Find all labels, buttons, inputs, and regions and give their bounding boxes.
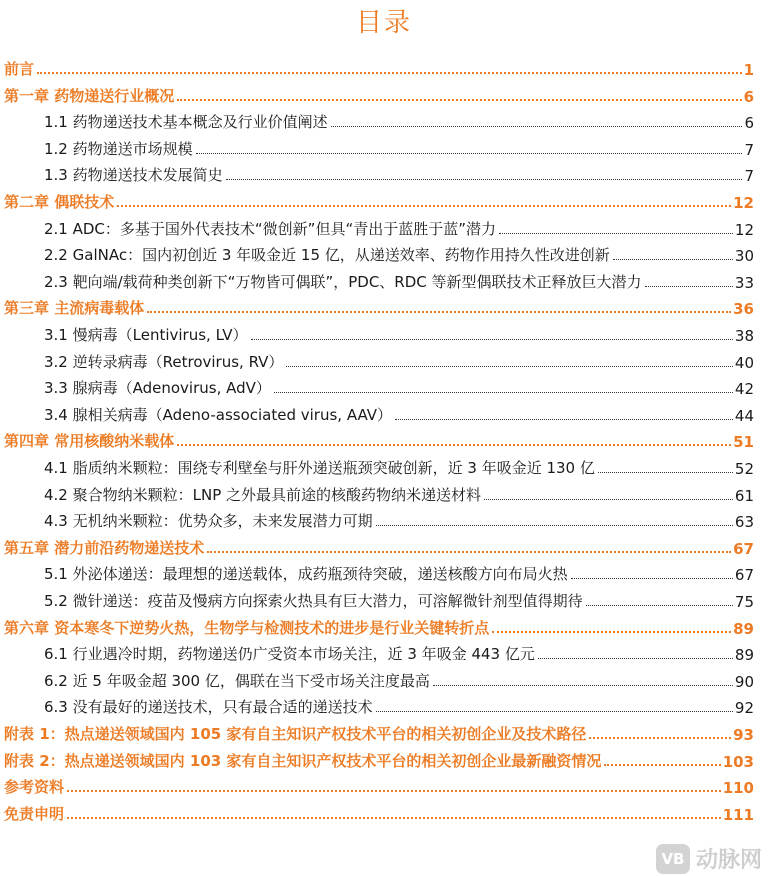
toc-entry-label: 前言 bbox=[4, 60, 35, 78]
toc-section-entry[interactable] bbox=[44, 158, 754, 185]
watermark bbox=[656, 843, 762, 874]
toc-entry-page: 12 bbox=[734, 220, 754, 239]
dot-leader bbox=[484, 499, 733, 500]
dot-leader bbox=[613, 259, 733, 260]
toc-entry-label: 第六章 资本寒冬下逆势火热，生物学与检测技术的进步是行业关键转折点 bbox=[4, 618, 490, 637]
dot-leader bbox=[604, 764, 720, 766]
toc-entry-label: 附表 2：热点递送领域国内 103 家有自主知识产权技术平台的相关初创企业最新融资情况 bbox=[4, 751, 602, 770]
dot-leader bbox=[571, 578, 733, 579]
toc-entry-label: 5.1 外泌体递送：最理想的递送载体，成药瓶颈待突破，递送核酸方向布局火热 bbox=[44, 565, 568, 584]
toc-entry-label: 1.3 药物递送技术发展简史 bbox=[44, 166, 223, 185]
dot-leader bbox=[67, 790, 721, 792]
toc-entry-label: 免责申明 bbox=[4, 804, 65, 823]
toc-entry-page: 93 bbox=[733, 726, 754, 744]
toc-section-entry[interactable] bbox=[44, 371, 754, 398]
toc-entry-page: 52 bbox=[734, 460, 754, 478]
toc-section-entry[interactable] bbox=[44, 690, 754, 717]
toc-entry-label: 3.4 腺相关病毒（Adeno-associated virus, AAV） bbox=[44, 405, 393, 424]
toc-chapter-entry[interactable] bbox=[4, 531, 754, 558]
toc-chapter-entry[interactable] bbox=[4, 424, 754, 451]
dot-leader bbox=[251, 339, 733, 340]
toc-entry-page: 7 bbox=[744, 167, 754, 186]
dot-leader bbox=[586, 605, 733, 606]
toc-entry-page: 40 bbox=[734, 353, 754, 372]
toc-entry-page: 61 bbox=[734, 486, 754, 505]
dot-leader bbox=[376, 525, 733, 526]
toc-entry-label: 第一章 药物递送行业概况 bbox=[4, 86, 175, 105]
toc-entry-label: 4.1 脂质纳米颗粒：围绕专利壁垒与肝外递送瓶颈突破创新，近 3 年吸金近 130 亿 bbox=[44, 459, 595, 477]
toc-entry-label: 4.2 聚合物纳米颗粒：LNP 之外最具前途的核酸药物纳米递送材料 bbox=[44, 485, 482, 504]
toc-entry-page: 111 bbox=[722, 805, 754, 824]
dot-leader bbox=[645, 286, 733, 287]
toc-section-entry[interactable] bbox=[44, 105, 754, 132]
dot-leader bbox=[492, 631, 731, 633]
toc-section-entry[interactable] bbox=[44, 238, 754, 265]
toc-entry-label: 5.2 微针递送：疫苗及慢病方向探索火热具有巨大潜力，可溶解微针剂型值得期待 bbox=[44, 592, 583, 610]
toc-entry-page: 63 bbox=[734, 513, 754, 532]
toc-section-entry[interactable] bbox=[44, 584, 754, 611]
toc-section-entry[interactable] bbox=[44, 637, 754, 664]
toc-entry-label: 参考资料 bbox=[4, 778, 65, 797]
toc-entry-label: 第五章 潜力前沿药物递送技术 bbox=[4, 538, 205, 557]
dot-leader bbox=[67, 817, 721, 819]
toc-entry-label: 6.1 行业遇冷时期，药物递送仍广受资本市场关注，近 3 年吸金 443 亿元 bbox=[44, 645, 535, 664]
toc-entry-page: 103 bbox=[722, 752, 754, 771]
dot-leader bbox=[395, 419, 733, 420]
toc-chapter-entry[interactable] bbox=[4, 185, 754, 212]
toc-entry-page: 30 bbox=[734, 247, 754, 266]
toc-entry-page: 12 bbox=[733, 194, 754, 212]
toc-entry-page: 42 bbox=[734, 380, 754, 399]
dot-leader bbox=[147, 311, 731, 313]
toc-chapter-entry[interactable] bbox=[4, 770, 754, 797]
toc-entry-label: 2.2 GalNAc：国内初创近 3 年吸金近 15 亿，从递送效率、药物作用持久性改进创新 bbox=[44, 246, 610, 265]
toc-entry-label: 4.3 无机纳米颗粒：优势众多，未来发展潜力可期 bbox=[44, 512, 373, 531]
toc-section-entry[interactable] bbox=[44, 557, 754, 584]
toc-entry-label: 3.1 慢病毒（Lentivirus, LV） bbox=[44, 326, 248, 344]
brand-logo-icon: VB bbox=[656, 844, 690, 874]
dot-leader bbox=[177, 99, 741, 101]
toc-section-entry[interactable] bbox=[44, 504, 754, 531]
page-title: 目录 bbox=[355, 8, 412, 38]
toc-section-entry[interactable] bbox=[44, 664, 754, 691]
toc-section-entry[interactable] bbox=[44, 132, 754, 159]
toc-chapter-entry[interactable] bbox=[4, 717, 754, 744]
toc-entry-page: 67 bbox=[734, 566, 754, 585]
toc-entry-label: 第三章 主流病毒载体 bbox=[4, 299, 145, 318]
toc-entry-page: 51 bbox=[733, 433, 754, 452]
toc-entry-page: 92 bbox=[734, 699, 754, 718]
toc-entry-label: 1.1 药物递送技术基本概念及行业价值阐述 bbox=[44, 113, 328, 132]
toc-entry-label: 6.3 没有最好的递送技术，只有最合适的递送技术 bbox=[44, 698, 373, 717]
toc-entry-label: 1.2 药物递送市场规模 bbox=[44, 139, 193, 158]
toc-entry-page: 1 bbox=[743, 61, 754, 79]
toc-entry-page: 44 bbox=[734, 406, 754, 425]
toc-entry-page: 67 bbox=[733, 539, 754, 558]
toc-entry-label: 第四章 常用核酸纳米载体 bbox=[4, 432, 175, 451]
toc-entry-label: 3.2 逆转录病毒（Retrovirus, RV） bbox=[44, 352, 284, 371]
toc-chapter-entry[interactable] bbox=[4, 611, 754, 638]
toc-entry-page: 7 bbox=[744, 140, 754, 159]
toc-entry-label: 3.3 腺病毒（Adenovirus, AdV） bbox=[44, 379, 271, 398]
dot-leader bbox=[117, 205, 731, 207]
toc-section-entry[interactable] bbox=[44, 318, 754, 345]
toc-entry-page: 6 bbox=[743, 87, 754, 106]
toc-entry-page: 33 bbox=[734, 273, 754, 292]
dot-leader bbox=[376, 711, 733, 712]
dot-leader bbox=[433, 685, 733, 686]
toc-section-entry[interactable] bbox=[44, 265, 754, 292]
toc-entry-page: 110 bbox=[722, 779, 754, 798]
toc-section-entry[interactable] bbox=[44, 398, 754, 425]
toc-entry-page: 36 bbox=[733, 300, 754, 319]
toc-chapter-entry[interactable] bbox=[4, 79, 754, 106]
dot-leader bbox=[226, 179, 743, 180]
dot-leader bbox=[196, 153, 743, 154]
toc-entry-label: 2.3 靶向端/载荷种类创新下“万物皆可偶联”，PDC、RDC 等新型偶联技术正释放巨大潜力 bbox=[44, 272, 642, 291]
dot-leader bbox=[331, 126, 743, 127]
toc-chapter-entry[interactable] bbox=[4, 797, 754, 824]
dot-leader bbox=[286, 366, 732, 367]
toc-entry-page: 89 bbox=[733, 619, 754, 638]
toc-entry-page: 89 bbox=[734, 646, 754, 665]
dot-leader bbox=[598, 472, 733, 473]
dot-leader bbox=[499, 233, 733, 234]
toc-section-entry[interactable] bbox=[44, 451, 754, 478]
dot-leader bbox=[274, 392, 733, 393]
toc-entry-label: 2.1 ADC：多基于国外代表技术“微创新”但具“青出于蓝胜于蓝”潜力 bbox=[44, 219, 496, 238]
dot-leader bbox=[177, 444, 731, 446]
dot-leader bbox=[538, 658, 733, 659]
watermark-text: 动脉网 bbox=[695, 848, 762, 873]
dot-leader bbox=[589, 737, 731, 739]
toc-section-entry[interactable] bbox=[44, 478, 754, 505]
toc-entry-label: 第二章 偶联技术 bbox=[4, 193, 115, 211]
toc-entry-page: 38 bbox=[734, 327, 754, 345]
toc-entry-label: 6.2 近 5 年吸金超 300 亿，偶联在当下受市场关注度最高 bbox=[44, 671, 430, 690]
toc-chapter-entry[interactable] bbox=[4, 744, 754, 771]
toc-entry-label: 附表 1：热点递送领域国内 105 家有自主知识产权技术平台的相关初创企业及技术路径 bbox=[4, 725, 587, 743]
toc-entry-page: 6 bbox=[744, 114, 754, 133]
toc-entry-page: 90 bbox=[734, 672, 754, 691]
toc-entry-page: 75 bbox=[734, 593, 754, 611]
toc-section-entry[interactable] bbox=[44, 212, 754, 239]
toc-section-entry[interactable] bbox=[44, 345, 754, 372]
toc-chapter-entry[interactable] bbox=[4, 291, 754, 318]
toc-chapter-entry[interactable] bbox=[4, 52, 754, 79]
dot-leader bbox=[37, 72, 742, 74]
dot-leader bbox=[207, 551, 731, 553]
